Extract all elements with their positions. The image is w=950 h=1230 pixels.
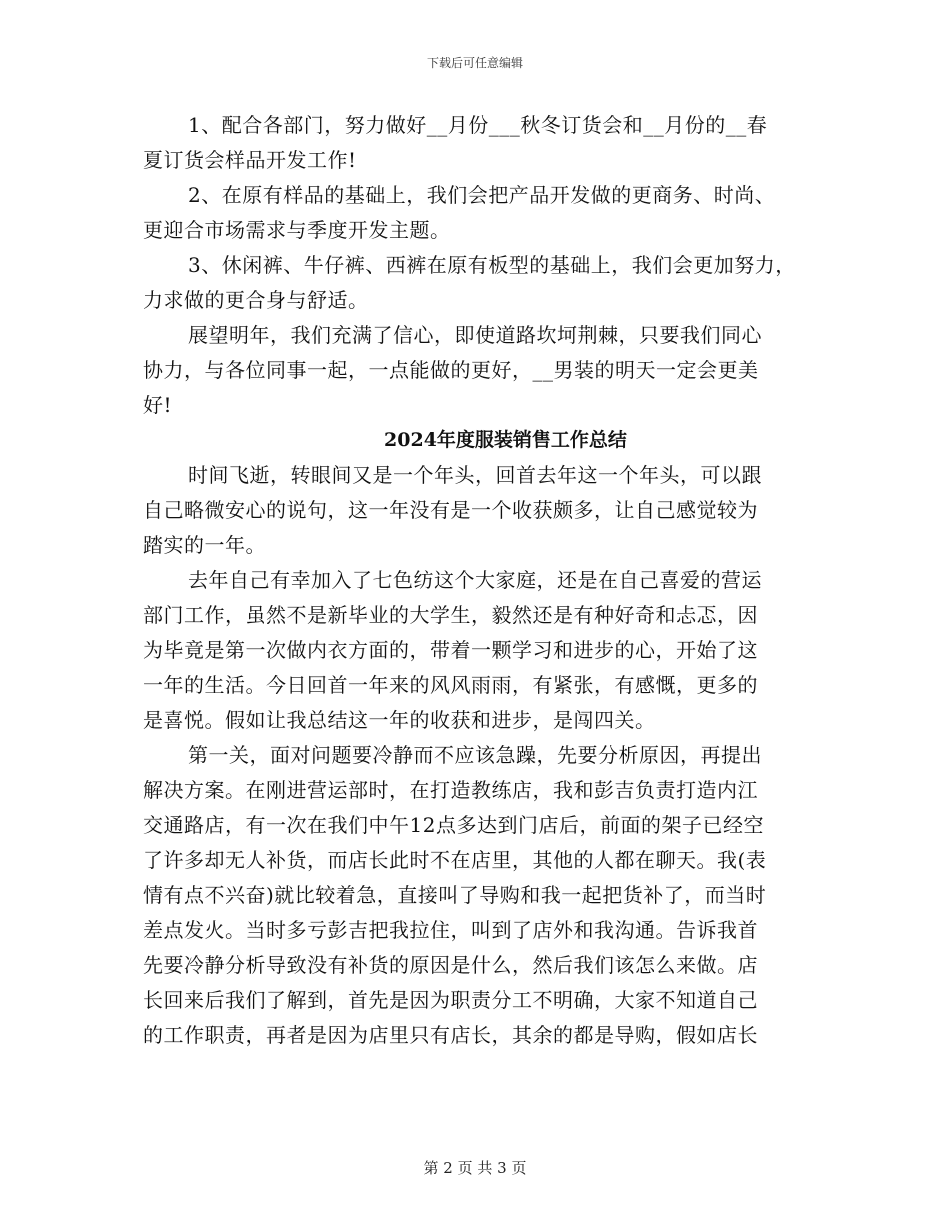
text-line: 去年自己有幸加入了七色纺这个大家庭，还是在自己喜爱的营运 [188,568,762,592]
text-line: 自己略微安心的说句，这一年没有是一个收获颇多，让自己感觉较为 [143,498,758,522]
text-line: 夏订货会样品开发工作! [143,148,357,172]
text-line: 差点发火。当时多亏彭吉把我拉住，叫到了店外和我沟通。告诉我首 [143,918,758,942]
text-line: 了许多却无人补货，而店长此时不在店里，其他的人都在聊天。我(表 [143,848,767,872]
text-line: 解决方案。在刚进营运部时，在打造教练店，我和彭吉负责打造内江 [143,778,758,802]
text-line: 第一关，面对问题要冷静而不应该急躁，先要分析原因，再提出 [188,743,762,767]
text-line: 一年的生活。今日回首一年来的风风雨雨，有紧张，有感慨，更多的 [143,673,758,697]
text-line: 力求做的更合身与舒适。 [143,288,369,312]
page-header: 下载后可任意编辑 [426,56,523,70]
text-line: 交通路店，有一次在我们中午12点多达到门店后，前面的架子已经空 [143,813,764,837]
text-line: 长回来后我们了解到，首先是因为职责分工不明确，大家不知道自己 [143,988,758,1012]
text-line: 好! [143,393,173,417]
text-line: 展望明年，我们充满了信心，即使道路坎坷荆棘，只要我们同心 [188,323,762,347]
text-line: 踏实的一年。 [143,533,266,557]
text-line: 是喜悦。假如让我总结这一年的收获和进步，是闯四关。 [143,708,656,732]
text-line: 更迎合市场需求与季度开发主题。 [143,218,451,242]
text-line: 1、配合各部门，努力做好__月份___秋冬订货会和__月份的__春 [188,113,768,137]
text-line: 为毕竟是第一次做内衣方面的，带着一颗学习和进步的心，开始了这 [143,638,758,662]
text-line: 3、休闲裤、牛仔裤、西裤在原有板型的基础上，我们会更加努力， [188,253,796,277]
document-body [143,108,823,1053]
text-line: 的工作职责，再者是因为店里只有店长，其余的都是导购，假如店长 [143,1023,758,1047]
text-line: 情有点不兴奋)就比较着急，直接叫了导购和我一起把货补了，而当时 [143,883,767,907]
text-line: 时间飞逝，转眼间又是一个年头，回首去年这一个年头，可以跟 [188,463,762,487]
text-line: 先要冷静分析导致没有补货的原因是什么，然后我们该怎么来做。店 [143,953,758,977]
text-line: 协力，与各位同事一起，一点能做的更好，__男装的明天一定会更美 [143,358,759,382]
page-footer: 第 2 页 共 3 页 [423,1159,527,1177]
text-line: 部门工作，虽然不是新毕业的大学生，毅然还是有种好奇和忐忑，因 [143,603,758,627]
text-line: 2、在原有样品的基础上，我们会把产品开发做的更商务、时尚、 [188,183,776,207]
section-title: 2024年度服装销售工作总结 [384,429,627,451]
